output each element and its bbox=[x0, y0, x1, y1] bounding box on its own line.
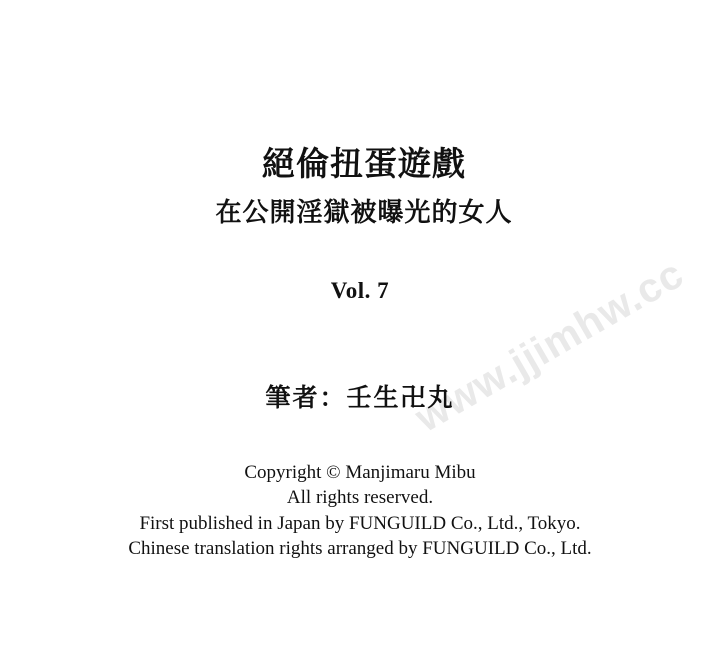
copyright-block bbox=[0, 460, 720, 561]
copyright-line-2: All rights reserved. bbox=[286, 487, 434, 509]
copyright-line-1: Copyright © Manjimaru Mibu bbox=[244, 462, 476, 483]
author-label: 筆者：壬生卍丸 bbox=[265, 383, 455, 412]
page-subtitle: 在公開淫獄被曝光的女人 bbox=[215, 198, 513, 229]
copyright-line-3: First published in Japan by FUNGUILD Co., Ltd., Tokyo. bbox=[139, 512, 581, 534]
title-block bbox=[0, 143, 720, 231]
site-watermark: www.jjimhw.cc bbox=[407, 250, 692, 441]
page-title: 絕倫扭蛋遊戲 bbox=[262, 144, 466, 183]
copyright-line-4: Chinese translation rights arranged by FUNGUILD Co., Ltd. bbox=[128, 537, 592, 559]
volume-label: Vol. 7 bbox=[330, 278, 390, 303]
